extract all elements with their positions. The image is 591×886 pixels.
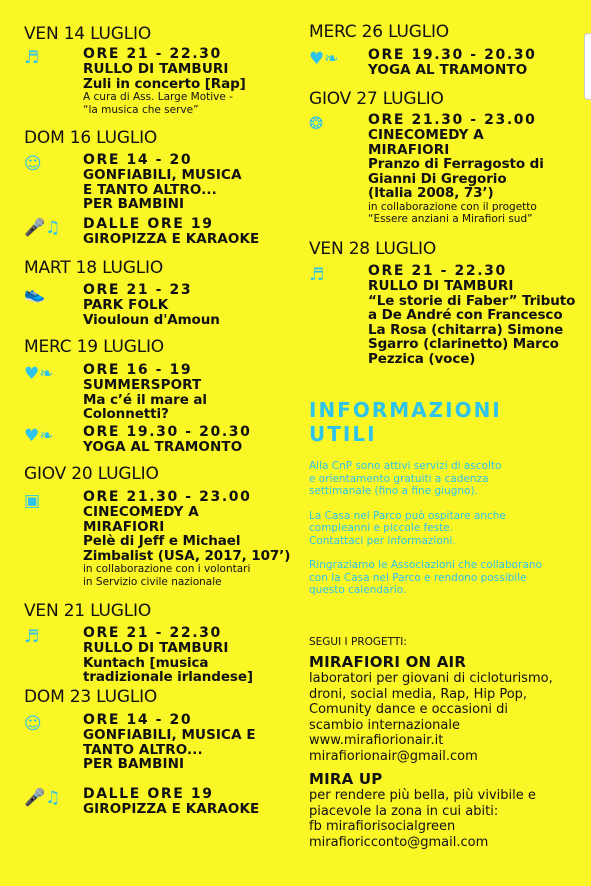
info-title-line: UTILI [309,422,377,446]
day-heading: MERC 26 LUGLIO [309,22,449,42]
event [24,46,292,116]
event-time: ORE 19.30 - 20.30 [83,424,252,440]
segui-label: SEGUI I PROGETTI: [309,636,407,648]
project-line: droni, social media, Rap, Hip Pop, [309,686,528,702]
music-note-icon: ♬ [309,265,325,285]
event-time: ORE 21 - 22.30 [83,46,222,62]
heart-leaf-icon: ♥❧ [24,426,54,446]
page-edge-tab [584,33,591,100]
event-time: ORE 21 - 22.30 [368,263,507,279]
event [24,625,292,685]
project-line: scambio internazionale [309,717,460,733]
music-note-icon: ♬ [24,627,40,647]
film-reel-icon: ❂ [309,114,324,134]
event-note: in Servizio civile nazionale [83,575,222,588]
day-heading: GIOV 27 LUGLIO [309,89,444,109]
event-time: ORE 21.30 - 23.00 [368,112,537,128]
info-line: con la Casa nel Parco e rendono possibile [309,571,527,584]
info-line: Ringraziamo le Associazioni che collaborano [309,559,542,571]
event-line: YOGA AL TRAMONTO [83,439,243,455]
info-line: questo calendario. [309,584,407,596]
heart-leaf-icon: ♥❧ [24,364,54,384]
event-line: GONFIABILI, MUSICA E [83,727,256,743]
event-time: ORE 19.30 - 20.30 [368,47,537,63]
day-heading: DOM 16 LUGLIO [24,128,158,148]
event-line: YOGA AL TRAMONTO [368,62,528,78]
event-line: TANTO ALTRO... [83,741,203,758]
event-line: PER BAMBINI [83,196,185,212]
project-name: MIRA UP [309,770,383,788]
event-line: PER BAMBINI [83,756,185,772]
project-name: MIRAFIORI ON AIR [309,653,467,671]
event [24,489,292,588]
event-time: ORE 16 - 19 [83,362,193,378]
day-heading: VEN 14 LUGLIO [24,24,152,44]
event-line: La Rosa (chitarra) Simone [368,321,564,338]
info-line: settimanale (fino a fine giugno). [309,485,478,497]
event [24,282,292,327]
event-line: Zuli in concerto [Rap] [83,75,246,92]
event [309,112,579,226]
project-block [309,653,579,764]
day-heading: MERC 19 LUGLIO [24,337,164,357]
event-time: DALLE ORE 19 [83,216,214,232]
event-line: Viouloun d'Amoun [83,311,220,328]
event-line: MIRAFIORI [368,141,450,158]
event-line: Zimbalist (USA, 2017, 107’) [83,547,291,564]
day-heading: DOM 23 LUGLIO [24,687,158,707]
event-line: CINECOMEDY A [368,127,484,143]
kids-icon: ☺ [24,714,42,734]
microphone-music-icon: 🎤♫ [24,788,61,808]
event [24,424,292,455]
info-paragraph [309,510,579,548]
info-line: compleanni e piccole feste. [309,522,454,534]
project-line: www.mirafiorionair.it [309,733,444,748]
event [309,263,579,366]
info-line: e orientamento gratuiti a cadenza [309,472,489,485]
project-line: laboratori per giovani di cicloturismo, [309,671,553,686]
event [24,362,292,422]
info-title-line: INFORMAZIONI [309,398,502,422]
cinema-icon: ▣ [24,491,41,511]
project-line: per rendere più bella, più vivibile e [309,788,536,803]
event [24,216,292,247]
event-note: in collaborazione con i volontari [83,563,251,575]
event-line: Gianni Di Gregorio [368,170,507,187]
heart-leaf-icon: ♥❧ [309,49,339,69]
event-line: SUMMERSPORT [83,377,202,393]
info-line: Contattaci per informazioni. [309,534,456,547]
info-paragraph [309,460,579,498]
event-line: RULLO DI TAMBURI [83,61,229,77]
event-line: (Italia 2008, 73’) [368,185,494,201]
projects-section [309,636,579,850]
event-line: Kuntach [musica [83,654,209,671]
event [24,712,292,772]
music-note-icon: ♬ [24,48,40,68]
event-note: in collaborazione con il progetto [368,200,537,213]
event-line: Ma c’é il mare al [83,391,207,408]
event-line: Pezzica (voce) [368,350,476,367]
kids-icon: ☺ [24,154,42,174]
event-line: PARK FOLK [83,297,169,313]
event-time: ORE 14 - 20 [83,152,193,168]
project-line: Comunity dance e occasioni di [309,702,508,717]
day-heading: GIOV 20 LUGLIO [24,464,159,484]
event-line: Sgarro (clarinetto) Marco [368,336,559,352]
info-title [309,398,579,446]
event-line: Pranzo di Ferragosto di [368,156,544,172]
project-line: fb mirafiorisocialgreen [309,819,456,834]
event-line: GIROPIZZA E KARAOKE [83,231,260,247]
event-time: ORE 21 - 23 [83,282,193,298]
event [24,786,292,817]
day-heading: VEN 28 LUGLIO [309,239,437,259]
project-block [309,770,579,850]
event-line: GIROPIZZA E KARAOKE [83,801,260,817]
event-line: RULLO DI TAMBURI [368,278,514,294]
day-heading: VEN 21 LUGLIO [24,601,152,621]
event-time: ORE 21 - 22.30 [83,625,222,641]
project-line: piacevole la zona in cui abiti: [309,803,499,819]
event-time: ORE 21.30 - 23.00 [83,489,252,505]
event-time: ORE 14 - 20 [83,712,193,728]
event-line: MIRAFIORI [83,518,165,535]
shoe-icon: 👟 [24,284,46,304]
event-line: “Le storie di Faber” Tributo [368,292,576,309]
info-line: Alla CnP sono attivi servizi di ascolto [309,460,502,472]
event-line: E TANTO ALTRO... [83,181,217,198]
event-note: A cura di Ass. Large Motive - [83,91,233,103]
project-line: mirafiorionair@gmail.com [309,748,478,764]
event-line: tradizionale irlandese] [83,669,253,685]
event-line: a De André con Francesco [368,307,563,323]
event [309,47,579,78]
day-heading: MART 18 LUGLIO [24,258,164,278]
info-section [309,398,579,597]
event-line: Colonnetti? [83,406,169,422]
event-note: “Essere anziani a Mirafiori sud” [368,213,533,225]
event-line: Pelè di Jeff e Michael [83,533,241,549]
info-paragraph [309,559,579,597]
event-line: RULLO DI TAMBURI [83,640,229,656]
info-line: La Casa nel Parco può ospitare anche [309,509,506,522]
microphone-music-icon: 🎤♫ [24,218,61,238]
event-note: “la musica che serve” [83,103,199,116]
event-time: DALLE ORE 19 [83,786,214,802]
event-line: GONFIABILI, MUSICA [83,167,242,183]
event-line: CINECOMEDY A [83,504,199,520]
project-line: mirafioricconto@gmail.com [309,834,489,850]
event [24,152,292,212]
